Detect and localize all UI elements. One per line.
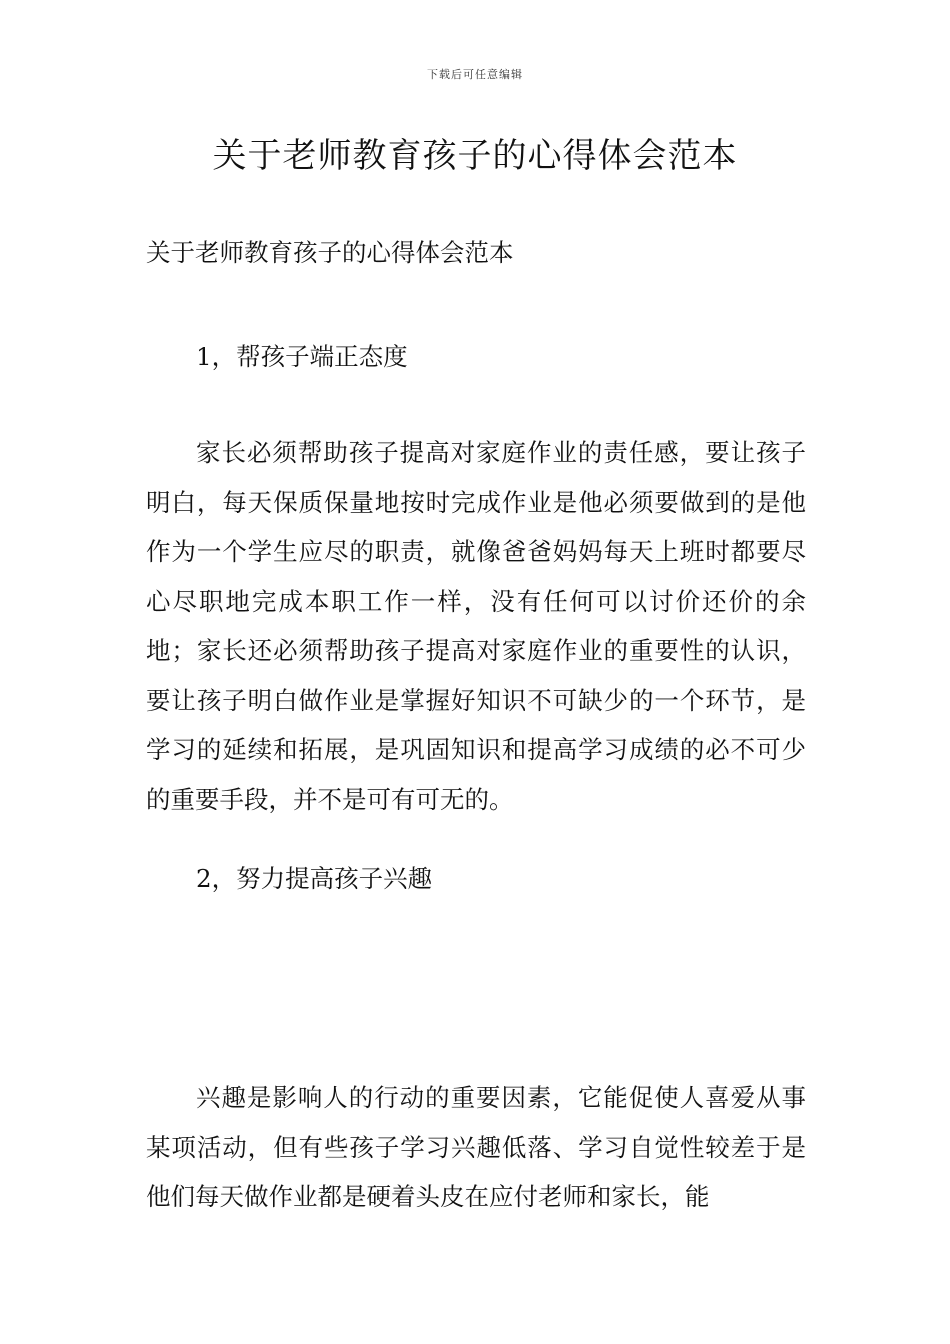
header-note: 下载后可任意编辑 bbox=[427, 68, 523, 81]
section-heading-2: 2，努力提高孩子兴趣 bbox=[196, 864, 433, 893]
document-subtitle: 关于老师教育孩子的心得体会范本 bbox=[146, 238, 514, 267]
section-paragraph-2: 兴趣是影响人的行动的重要因素，它能促使人喜爱从事某项活动，但有些孩子学习兴趣低落、学习自觉性较差于是他们每天做作业都是硬着头皮在应付老师和家长，能 bbox=[146, 1083, 806, 1211]
section-heading-1: 1，帮孩子端正态度 bbox=[196, 342, 408, 371]
section-paragraph-1: 家长必须帮助孩子提高对家庭作业的责任感，要让孩子明白，每天保质保量地按时完成作业是他必须要做到的是他作为一个学生应尽的职责，就像爸爸妈妈每天上班时都要尽心尽职地完成本职工作一样，没有任何可以讨价还价的余地；家长还必须帮助孩子提高对家庭作业的重要性的认识，要让孩子明白做作业是掌握好知识不可缺少的一个环节，是学习的延续和拓展，是巩固知识和提高学习成绩的必不可少的重要手段，并不是可有可无的。 bbox=[146, 438, 806, 814]
document-title: 关于老师教育孩子的心得体会范本 bbox=[212, 136, 738, 176]
